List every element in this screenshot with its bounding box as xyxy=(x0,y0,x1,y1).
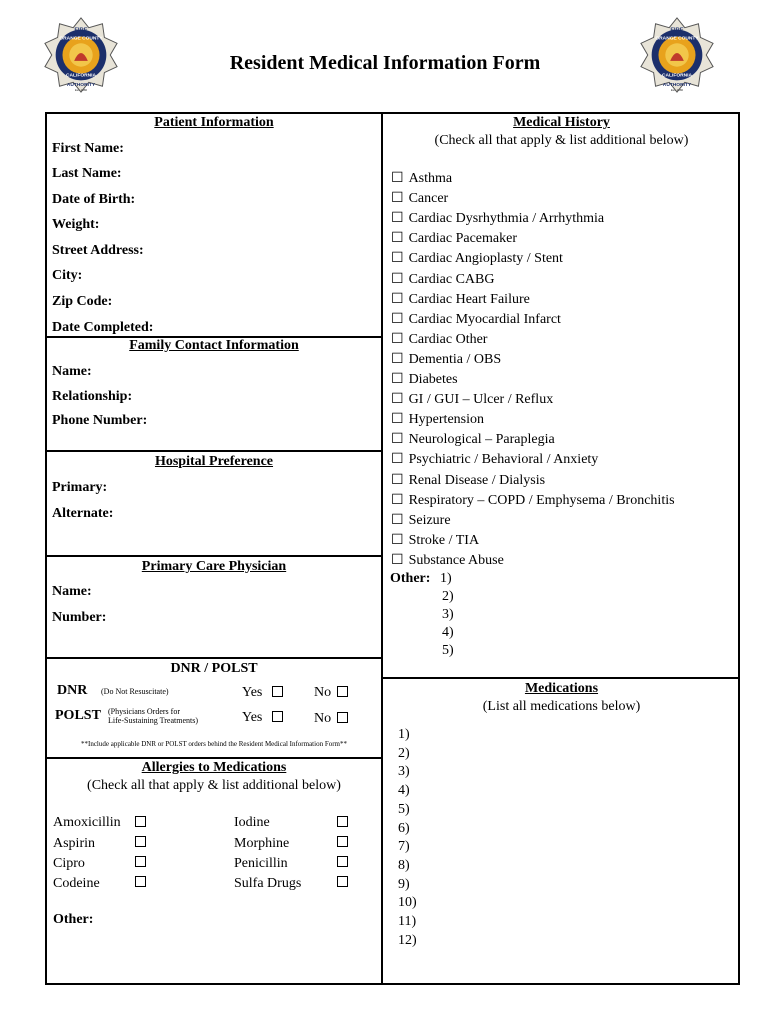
hospital-preference-heading: Hospital Preference xyxy=(154,454,274,469)
history-checkbox[interactable]: ☐ xyxy=(391,311,404,327)
allergy-other-label: Other: xyxy=(53,912,94,927)
allergies-heading: Allergies to Medications xyxy=(141,760,287,775)
allergy-penicillin-label: Penicillin xyxy=(234,856,288,871)
history-item[interactable] xyxy=(391,170,452,187)
history-item-label: Respiratory – COPD / Emphysema / Bronchitis xyxy=(408,492,675,508)
family-name-label: Name: xyxy=(52,364,92,379)
primary-hospital-label: Primary: xyxy=(52,480,108,495)
history-item[interactable] xyxy=(391,250,563,267)
polst-yes-label: Yes xyxy=(242,710,263,725)
history-item[interactable] xyxy=(391,271,495,288)
history-item-label: Cancer xyxy=(408,191,449,207)
history-item-label: Asthma xyxy=(408,171,453,186)
medication-line: 9) xyxy=(398,876,410,892)
history-item[interactable] xyxy=(391,230,517,247)
history-item-label: Cardiac Myocardial Infarct xyxy=(408,311,561,327)
ocfa-logo-left xyxy=(42,16,120,94)
history-item-label: Dementia / OBS xyxy=(408,351,502,367)
polst-yes-checkbox[interactable] xyxy=(272,711,283,722)
medications-heading: Medications xyxy=(524,681,599,696)
history-other-label: Other: xyxy=(390,571,431,586)
page-title: Resident Medical Information Form xyxy=(229,52,541,74)
physician-heading: Primary Care Physician xyxy=(141,559,287,574)
date-completed-label: Date Completed: xyxy=(52,320,154,335)
family-contact-heading: Family Contact Information xyxy=(129,338,299,353)
history-item-label: Cardiac Angioplasty / Stent xyxy=(408,251,563,267)
history-checkbox[interactable]: ☐ xyxy=(391,412,404,428)
history-checkbox[interactable]: ☐ xyxy=(391,251,404,267)
history-item[interactable] xyxy=(391,451,598,468)
history-item[interactable] xyxy=(391,431,555,448)
svg-text:CALIFORNIA: CALIFORNIA xyxy=(662,73,692,79)
history-item[interactable] xyxy=(391,492,675,509)
history-item-label: Neurological – Paraplegia xyxy=(408,432,555,448)
allergy-amoxicillin-checkbox[interactable] xyxy=(135,816,146,827)
fire-badge-icon xyxy=(638,16,716,94)
history-checkbox[interactable]: ☐ xyxy=(391,171,404,186)
medication-line: 1) xyxy=(398,727,410,742)
allergy-iodine-label: Iodine xyxy=(234,815,270,830)
section-divider xyxy=(45,555,383,557)
section-divider xyxy=(381,677,740,679)
patient-info-heading: Patient Information xyxy=(154,115,274,130)
history-checkbox[interactable]: ☐ xyxy=(391,552,404,568)
dnr-no-label: No xyxy=(314,685,332,700)
history-other-line-5: 5) xyxy=(442,643,454,658)
dnr-yes-checkbox[interactable] xyxy=(272,686,283,697)
history-checkbox[interactable]: ☐ xyxy=(391,372,404,387)
section-divider xyxy=(45,757,383,759)
medical-history-subheading: (Check all that apply & list additional below) xyxy=(434,133,689,148)
history-item-label: Cardiac CABG xyxy=(408,271,495,287)
history-other-line-4: 4) xyxy=(442,625,454,640)
ocfa-logo-right xyxy=(638,16,716,94)
history-item[interactable] xyxy=(391,552,504,569)
history-checkbox[interactable]: ☐ xyxy=(391,452,404,468)
history-checkbox[interactable]: ☐ xyxy=(391,532,404,548)
history-other-line-3: 3) xyxy=(442,607,454,622)
polst-note-line1: (Physicians Orders for xyxy=(108,707,180,716)
allergy-codeine-label: Codeine xyxy=(53,876,100,891)
medical-history-heading: Medical History xyxy=(513,115,610,130)
physician-number-label: Number: xyxy=(52,610,107,625)
history-checkbox[interactable]: ☐ xyxy=(391,351,404,367)
dnr-polst-heading: DNR / POLST xyxy=(170,661,258,676)
svg-text:ORANGE COUNTY: ORANGE COUNTY xyxy=(59,36,103,42)
history-checkbox[interactable]: ☐ xyxy=(391,472,404,488)
history-item-label: Renal Disease / Dialysis xyxy=(408,472,546,488)
history-item-label: Substance Abuse xyxy=(408,552,504,568)
history-item[interactable] xyxy=(391,291,530,308)
svg-text:AUTHORITY: AUTHORITY xyxy=(662,83,692,89)
history-checkbox[interactable]: ☐ xyxy=(391,271,404,287)
medication-line: 4) xyxy=(398,783,410,799)
svg-text:FIRE: FIRE xyxy=(670,27,684,34)
history-item-label: Psychiatric / Behavioral / Anxiety xyxy=(408,452,599,468)
medication-line: 10) xyxy=(398,895,417,911)
medication-line: 7) xyxy=(398,839,410,855)
polst-no-checkbox[interactable] xyxy=(337,712,348,723)
allergy-cipro-label: Cipro xyxy=(53,856,85,871)
medication-line: 6) xyxy=(398,820,410,836)
history-item[interactable] xyxy=(391,331,487,348)
history-item[interactable] xyxy=(391,351,501,368)
allergy-codeine-checkbox[interactable] xyxy=(135,876,146,887)
dnr-footnote: **Include applicable DNR or POLST orders behind the Resident Medical Information Form** xyxy=(80,740,347,748)
svg-text:FIRE: FIRE xyxy=(74,27,88,34)
weight-label: Weight: xyxy=(52,217,100,232)
history-item[interactable] xyxy=(391,411,484,428)
polst-note-line2: Life-Sustaining Treatments) xyxy=(108,716,198,725)
history-checkbox[interactable]: ☐ xyxy=(391,492,404,508)
relationship-label: Relationship: xyxy=(52,389,133,404)
dnr-no-checkbox[interactable] xyxy=(337,686,348,697)
history-item-label: Cardiac Heart Failure xyxy=(408,291,530,307)
history-item[interactable] xyxy=(391,210,604,227)
history-checkbox[interactable]: ☐ xyxy=(391,512,404,528)
medication-line: 3) xyxy=(398,764,410,780)
history-item-label: Cardiac Other xyxy=(408,331,488,347)
fire-badge-icon xyxy=(42,16,120,94)
medication-line: 11) xyxy=(398,914,417,929)
section-divider xyxy=(45,657,383,659)
history-item-label: Seizure xyxy=(408,512,451,528)
history-item[interactable] xyxy=(391,311,561,328)
history-checkbox[interactable]: ☐ xyxy=(391,231,404,247)
street-address-label: Street Address: xyxy=(52,243,144,258)
svg-text:ORANGE COUNTY: ORANGE COUNTY xyxy=(655,36,699,42)
history-item-label: Cardiac Dysrhythmia / Arrhythmia xyxy=(408,211,605,227)
svg-text:AUTHORITY: AUTHORITY xyxy=(66,83,96,89)
svg-text:Est. 1980: Est. 1980 xyxy=(670,88,684,93)
polst-label: POLST xyxy=(55,708,101,723)
history-item-label: Diabetes xyxy=(408,372,458,387)
allergy-aspirin-label: Aspirin xyxy=(53,836,95,851)
history-item[interactable] xyxy=(391,391,553,408)
dnr-note: (Do Not Resuscitate) xyxy=(101,687,169,696)
medication-line: 5) xyxy=(398,801,410,817)
allergy-sulfa-drugs-label: Sulfa Drugs xyxy=(234,876,302,891)
svg-text:CALIFORNIA: CALIFORNIA xyxy=(66,73,96,79)
history-other-line-1: 1) xyxy=(440,571,452,586)
phone-number-label: Phone Number: xyxy=(52,413,148,428)
history-item[interactable] xyxy=(391,532,479,549)
alternate-hospital-label: Alternate: xyxy=(52,506,114,521)
history-item[interactable] xyxy=(391,190,448,207)
allergy-cipro-checkbox[interactable] xyxy=(135,856,146,867)
physician-name-label: Name: xyxy=(52,584,92,599)
history-other-line-2: 2) xyxy=(442,589,454,604)
history-checkbox[interactable]: ☐ xyxy=(391,191,404,207)
history-item[interactable] xyxy=(391,371,458,388)
zip-code-label: Zip Code: xyxy=(52,294,113,309)
history-item-label: Hypertension xyxy=(408,412,484,428)
medications-subheading: (List all medications below) xyxy=(482,699,641,714)
dnr-yes-label: Yes xyxy=(242,685,263,700)
allergy-amoxicillin-label: Amoxicillin xyxy=(53,815,121,830)
svg-text:Est. 1980: Est. 1980 xyxy=(74,88,88,93)
history-item-label: Cardiac Pacemaker xyxy=(408,231,518,247)
history-checkbox[interactable]: ☐ xyxy=(391,331,404,347)
history-checkbox[interactable]: ☐ xyxy=(391,432,404,448)
history-checkbox[interactable]: ☐ xyxy=(391,392,404,408)
history-item-label: GI / GUI – Ulcer / Reflux xyxy=(408,392,554,408)
dnr-label: DNR xyxy=(57,683,88,698)
last-name-label: Last Name: xyxy=(52,166,122,181)
history-item[interactable] xyxy=(391,472,545,489)
allergy-iodine-checkbox[interactable] xyxy=(337,816,348,827)
polst-no-label: No xyxy=(314,711,332,726)
history-item[interactable] xyxy=(391,512,451,529)
history-item-label: Stroke / TIA xyxy=(408,532,480,548)
column-divider xyxy=(381,112,383,985)
dob-label: Date of Birth: xyxy=(52,192,136,207)
medication-line: 2) xyxy=(398,745,410,761)
allergy-aspirin-checkbox[interactable] xyxy=(135,836,146,847)
history-checkbox[interactable]: ☐ xyxy=(391,291,404,307)
allergy-morphine-label: Morphine xyxy=(234,836,290,851)
medication-line: 12) xyxy=(398,932,417,948)
section-divider xyxy=(45,450,383,452)
allergy-sulfa-drugs-checkbox[interactable] xyxy=(337,876,348,887)
city-label: City: xyxy=(52,268,83,283)
allergies-subheading: (Check all that apply & list additional below) xyxy=(87,778,341,793)
first-name-label: First Name: xyxy=(52,141,124,156)
allergy-penicillin-checkbox[interactable] xyxy=(337,856,348,867)
history-checkbox[interactable]: ☐ xyxy=(391,211,404,227)
medication-line: 8) xyxy=(398,857,410,873)
allergy-morphine-checkbox[interactable] xyxy=(337,836,348,847)
